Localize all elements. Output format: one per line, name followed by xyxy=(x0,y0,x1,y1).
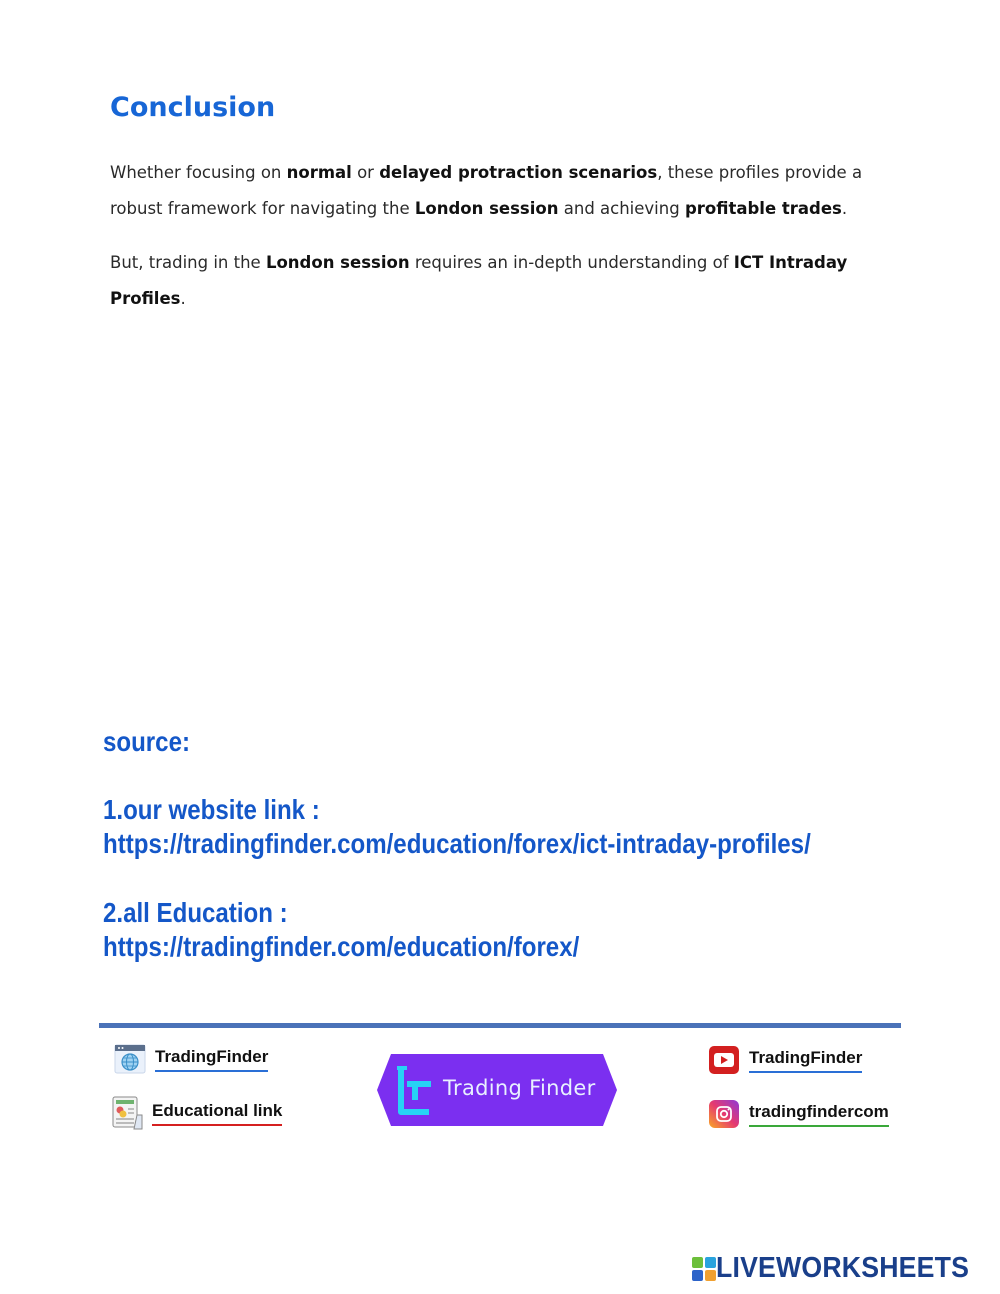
footer-educational-label: Educational link xyxy=(152,1101,282,1126)
conclusion-paragraph-2 xyxy=(110,245,910,317)
p2-bold-ict: ICT Intraday Profiles xyxy=(110,253,848,308)
p1-bold-normal: normal xyxy=(286,163,352,182)
globe-icon xyxy=(113,1043,147,1075)
p1-text-3: , these profiles provide a robust framework for navigating the xyxy=(110,163,863,218)
footer-youtube-link[interactable] xyxy=(707,1044,862,1076)
p1-bold-delayed: delayed protraction scenarios xyxy=(379,163,658,182)
website-link-label: 1.our website link : xyxy=(103,794,320,825)
education-link-url[interactable]: https://tradingfinder.com/education/forex/ xyxy=(103,931,580,962)
logo-text: Trading Finder xyxy=(443,1076,596,1100)
education-link-label: 2.all Education : xyxy=(103,897,288,928)
footer-instagram-label: tradingfindercom xyxy=(749,1102,889,1127)
p1-text-5: . xyxy=(841,199,848,218)
youtube-icon xyxy=(707,1044,741,1076)
p2-bold-london: London session xyxy=(265,253,410,272)
liveworksheets-logo-icon xyxy=(692,1257,716,1281)
conclusion-paragraph-1 xyxy=(110,155,910,227)
footer-website-label: TradingFinder xyxy=(155,1047,268,1072)
liveworksheets-watermark xyxy=(692,1252,991,1285)
footer-website-link[interactable] xyxy=(113,1043,268,1075)
p2-text-1: But, trading in the xyxy=(110,253,266,272)
p1-bold-profitable: profitable trades xyxy=(684,199,842,218)
p2-text-3: . xyxy=(180,289,186,308)
liveworksheets-text: LIVEWORKSHEETS xyxy=(716,1252,970,1284)
p1-text-2: or xyxy=(351,163,380,182)
footer-instagram-link[interactable] xyxy=(707,1098,889,1130)
instagram-icon xyxy=(707,1098,741,1130)
footer-youtube-label: TradingFinder xyxy=(749,1048,862,1073)
p1-text-1: Whether focusing on xyxy=(110,163,287,182)
footer-divider xyxy=(99,1023,901,1028)
document-icon xyxy=(110,1097,144,1129)
source-title: source: xyxy=(103,726,190,757)
page-heading: Conclusion xyxy=(110,92,276,123)
p1-bold-london: London session xyxy=(414,199,559,218)
p1-text-4: and achieving xyxy=(558,199,685,218)
footer-educational-link[interactable] xyxy=(110,1097,282,1129)
website-link-url[interactable]: https://tradingfinder.com/education/forex/ict-intraday-profiles/ xyxy=(103,828,811,859)
p2-text-2: requires an in-depth understanding of xyxy=(409,253,734,272)
